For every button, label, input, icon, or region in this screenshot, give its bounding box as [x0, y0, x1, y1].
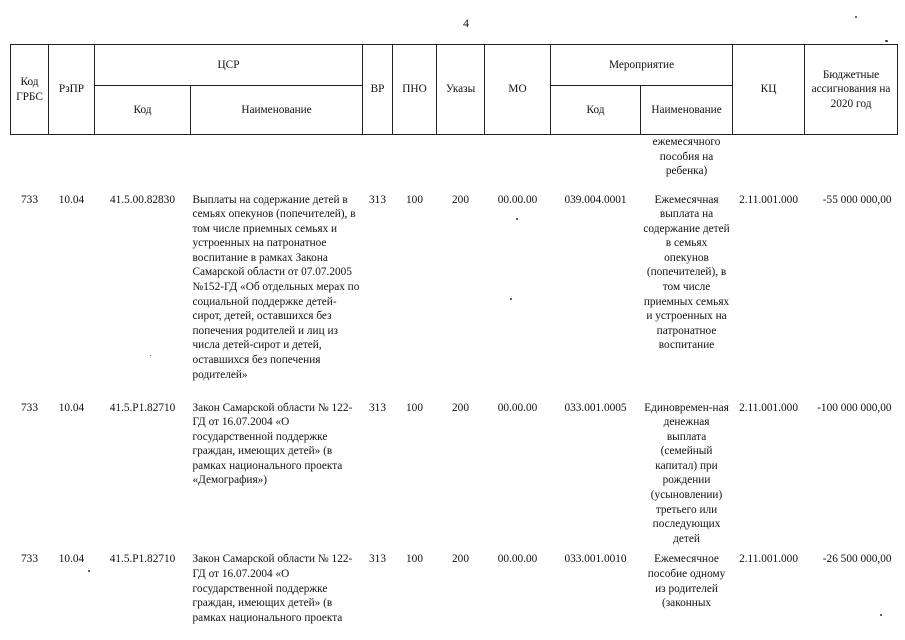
- cell-event-code: 039.004.0001: [564, 193, 627, 206]
- cell-rzpr: 10.04: [58, 193, 85, 206]
- cell-vr: 313: [369, 401, 386, 414]
- header-rzpr: РзПР: [49, 45, 95, 135]
- header-csr-code: Код: [95, 86, 191, 135]
- header-event-name: Наименование: [641, 86, 733, 135]
- cell-csr-code: 41.5.00.82830: [110, 193, 175, 206]
- cell-rzpr: 10.04: [58, 553, 85, 566]
- cell-vr: 313: [369, 553, 386, 566]
- scan-speck: [880, 614, 882, 616]
- cell-kc: 2.11.001.000: [739, 193, 798, 206]
- header-event-code: Код: [551, 86, 641, 135]
- cell-grbs: 733: [21, 193, 38, 206]
- cell-ukazy: 200: [452, 401, 469, 414]
- cell-event-name: Ежемесячное пособие одному из родителей (законных: [647, 553, 726, 610]
- scan-speck: [88, 570, 90, 572]
- cell-event-name: Ежемесячная выплата на содержание детей в семьях опекунов (попечителей), в том числе приемных семьях и устроенных на патронатное воспитание: [643, 193, 730, 352]
- cell-ukazy: 200: [452, 193, 469, 206]
- cell-kc: 2.11.001.000: [739, 553, 798, 566]
- budget-table: [10, 44, 898, 626]
- header-csr-name: Наименование: [191, 86, 363, 135]
- header-csr: ЦСР: [95, 45, 363, 86]
- header-ukazy: Указы: [437, 45, 485, 135]
- cell-pno: 100: [406, 401, 423, 414]
- continuation-event-name: ежемесячного пособия на ребенка): [652, 136, 721, 178]
- scan-speck: [885, 40, 888, 42]
- header-mo: МО: [485, 45, 551, 135]
- cell-rzpr: 10.04: [58, 401, 85, 414]
- scan-speck: [150, 355, 151, 356]
- scan-speck: [510, 298, 512, 300]
- cell-grbs: 733: [21, 553, 38, 566]
- table-row: [11, 546, 898, 626]
- cell-grbs: 733: [21, 401, 38, 414]
- header-pno: ПНО: [393, 45, 437, 135]
- cell-budget: -26 500 000,00: [822, 553, 892, 566]
- table-row: [11, 187, 898, 395]
- cell-csr-name: Закон Самарской области № 122-ГД от 16.07.2004 «О государственной поддержке граждан, имеющих детей» (в рамках национального проекта «Демография»): [192, 401, 353, 487]
- header-grbs: Код ГРБС: [11, 45, 49, 135]
- header-vr: ВР: [363, 45, 393, 135]
- table-row: [11, 395, 898, 547]
- cell-csr-name: Закон Самарской области № 122-ГД от 16.07.2004 «О государственной поддержке граждан, имеющих детей» (в рамках национального проекта: [192, 553, 353, 624]
- cell-ukazy: 200: [452, 553, 469, 566]
- cell-pno: 100: [406, 553, 423, 566]
- cell-budget: -55 000 000,00: [822, 193, 892, 206]
- cell-event-code: 033.001.0010: [564, 553, 627, 566]
- cell-budget: -100 000 000,00: [817, 401, 892, 414]
- cell-mo: 00.00.00: [497, 401, 538, 414]
- cell-event-code: 033.001.0005: [564, 401, 627, 414]
- continuation-row: [11, 135, 898, 187]
- scan-speck: [516, 218, 518, 220]
- cell-mo: 00.00.00: [497, 553, 538, 566]
- header-budget: Бюджетные ассигнования на 2020 год: [805, 45, 898, 135]
- cell-kc: 2.11.001.000: [739, 401, 798, 414]
- header-kc: КЦ: [733, 45, 805, 135]
- cell-csr-code: 41.5.Р1.82710: [109, 553, 176, 566]
- cell-vr: 313: [369, 193, 386, 206]
- page-number: 4: [463, 16, 469, 30]
- scan-speck: [855, 16, 857, 18]
- cell-csr-code: 41.5.Р1.82710: [109, 401, 176, 414]
- cell-mo: 00.00.00: [497, 193, 538, 206]
- table-header: [11, 45, 898, 135]
- cell-csr-name: Выплаты на содержание детей в семьях опекунов (попечителей), в том числе приемных семьях и устроенных на патронатное воспитание в рамках Закона Самарской области от 07.07.2005 №152-ГД «Об отдельных мерах по социальной поддержке детей-сирот, детей, оставшихся без попечения родителей и лиц из числа детей-сирот и детей, оставшихся без попечения родителей»: [192, 193, 360, 381]
- cell-pno: 100: [406, 193, 423, 206]
- header-event: Мероприятие: [551, 45, 733, 86]
- cell-event-name: Единовремен-ная денежная выплата (семейный капитал) при рождении (усыновлении) третьего или последующих детей: [644, 401, 729, 545]
